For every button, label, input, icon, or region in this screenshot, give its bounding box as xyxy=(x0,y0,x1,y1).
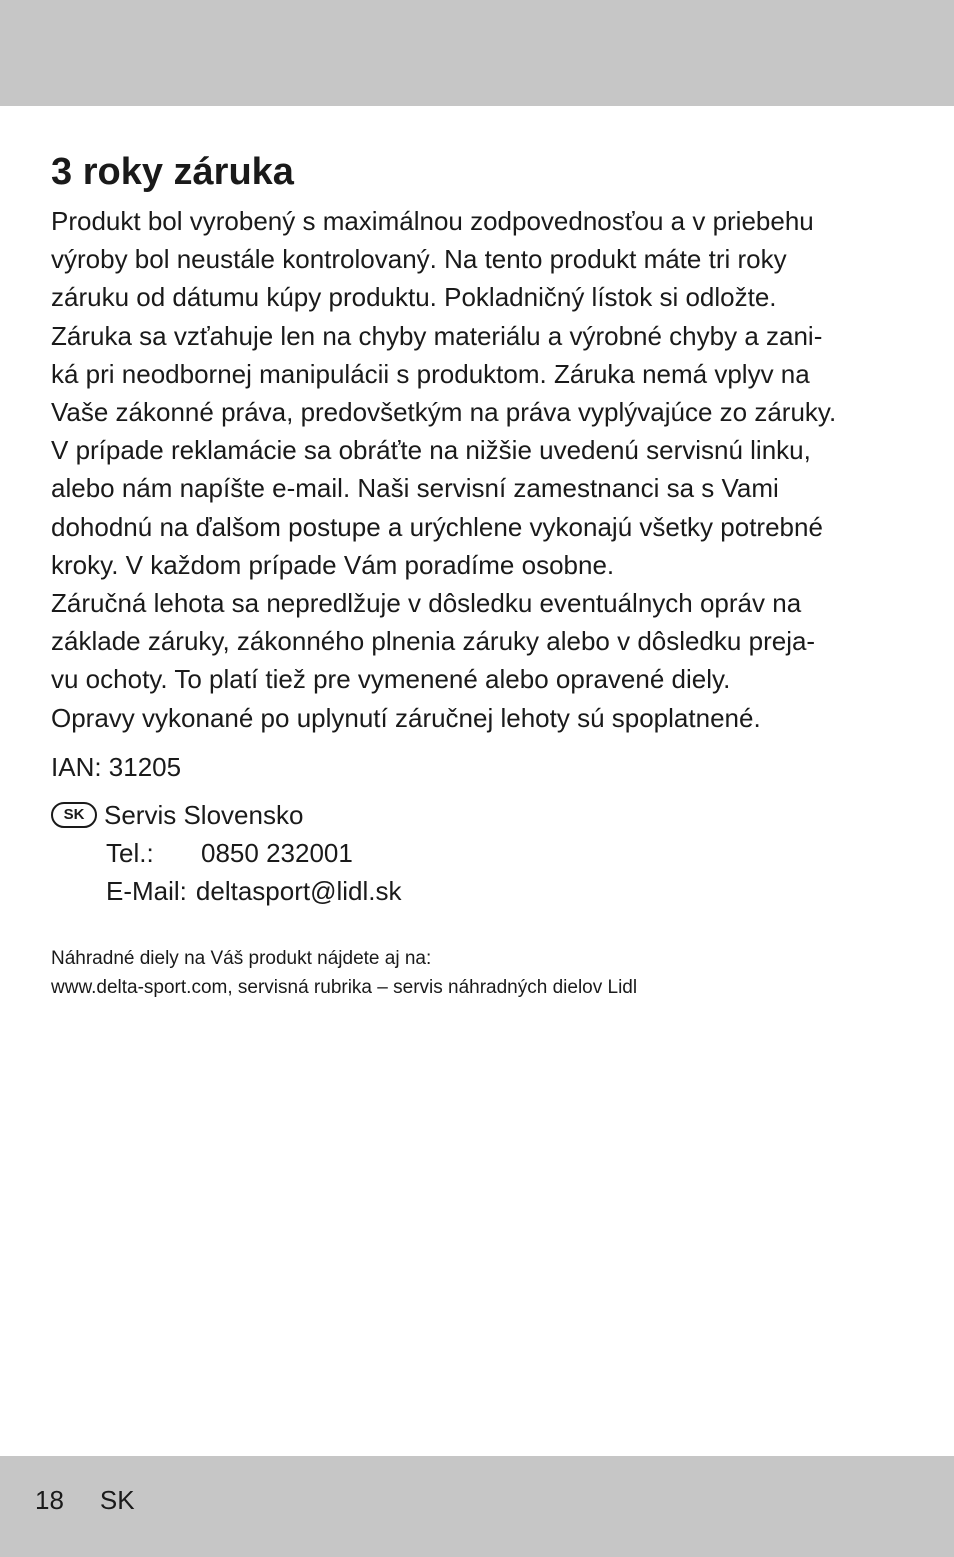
paragraph-line: dohodnú na ďalšom postupe a urýchlene vykonajú všetky potrebné xyxy=(51,511,823,542)
service-tel-row xyxy=(51,834,911,872)
paragraph-line: Záruka sa vzťahuje len na chyby materiálu a výrobné chyby a zani- xyxy=(51,320,823,351)
page-title: 3 roky záruka xyxy=(51,151,294,193)
service-mail-row xyxy=(51,872,911,910)
ian-number: IAN: 31205 xyxy=(51,751,182,782)
service-name: Servis Slovensko xyxy=(104,799,304,830)
spare-parts-link: www.delta-sport.com, servisná rubrika – servis náhradných dielov Lidl xyxy=(51,976,638,998)
mail-value: deltasport@lidl.sk xyxy=(195,875,402,906)
paragraph-line: Produkt bol vyrobený s maximálnou zodpovednosťou a v priebehu xyxy=(51,206,814,236)
service-contact xyxy=(51,796,911,910)
paragraph-line: alebo nám napíšte e-mail. Naši servisní zamestnanci sa s Vami xyxy=(51,473,779,504)
paragraph-line: ká pri neodbornej manipulácii s produktom. Záruka nemá vplyv na xyxy=(51,358,810,389)
mail-label: E-Mail: xyxy=(106,875,187,906)
spare-parts-line: Náhradné diely na Váš produkt nájdete aj na: xyxy=(51,947,432,969)
paragraph-line: výroby bol neustále kontrolovaný. Na tento produkt máte tri roky xyxy=(51,244,787,275)
country-badge-icon: SK xyxy=(51,802,97,828)
paragraph-line: Vaše zákonné práva, predovšetkým na práva vyplývajúce zo záruky. xyxy=(51,397,837,428)
language-code: SK xyxy=(99,1485,135,1515)
header-band xyxy=(0,0,954,106)
tel-label: Tel.: xyxy=(106,837,154,868)
warranty-paragraph xyxy=(51,202,911,737)
footer-band xyxy=(0,1456,954,1557)
paragraph-line: kroky. V každom prípade Vám poradíme osobne. xyxy=(51,549,615,580)
warranty-section xyxy=(51,146,911,1002)
paragraph-line: základe záruky, zákonného plnenia záruky alebo v dôsledku preja- xyxy=(51,626,816,657)
paragraph-line: vu ochoty. To platí tiež pre vymenené alebo opravené diely. xyxy=(51,664,731,695)
tel-value: 0850 232001 xyxy=(201,837,353,868)
paragraph-line: V prípade reklamácie sa obráťte na nižšie uvedenú servisnú linku, xyxy=(51,435,811,466)
spare-parts-note xyxy=(51,944,911,1002)
page-number: 18 xyxy=(35,1485,64,1515)
paragraph-line: Záručná lehota sa nepredlžuje v dôsledku eventuálnych opráv na xyxy=(51,588,802,619)
paragraph-line: záruku od dátumu kúpy produktu. Pokladničný lístok si odložte. xyxy=(51,282,777,313)
paragraph-line: Opravy vykonané po uplynutí záručnej lehoty sú spoplatnené. xyxy=(51,702,761,733)
page-footer xyxy=(35,1480,135,1520)
